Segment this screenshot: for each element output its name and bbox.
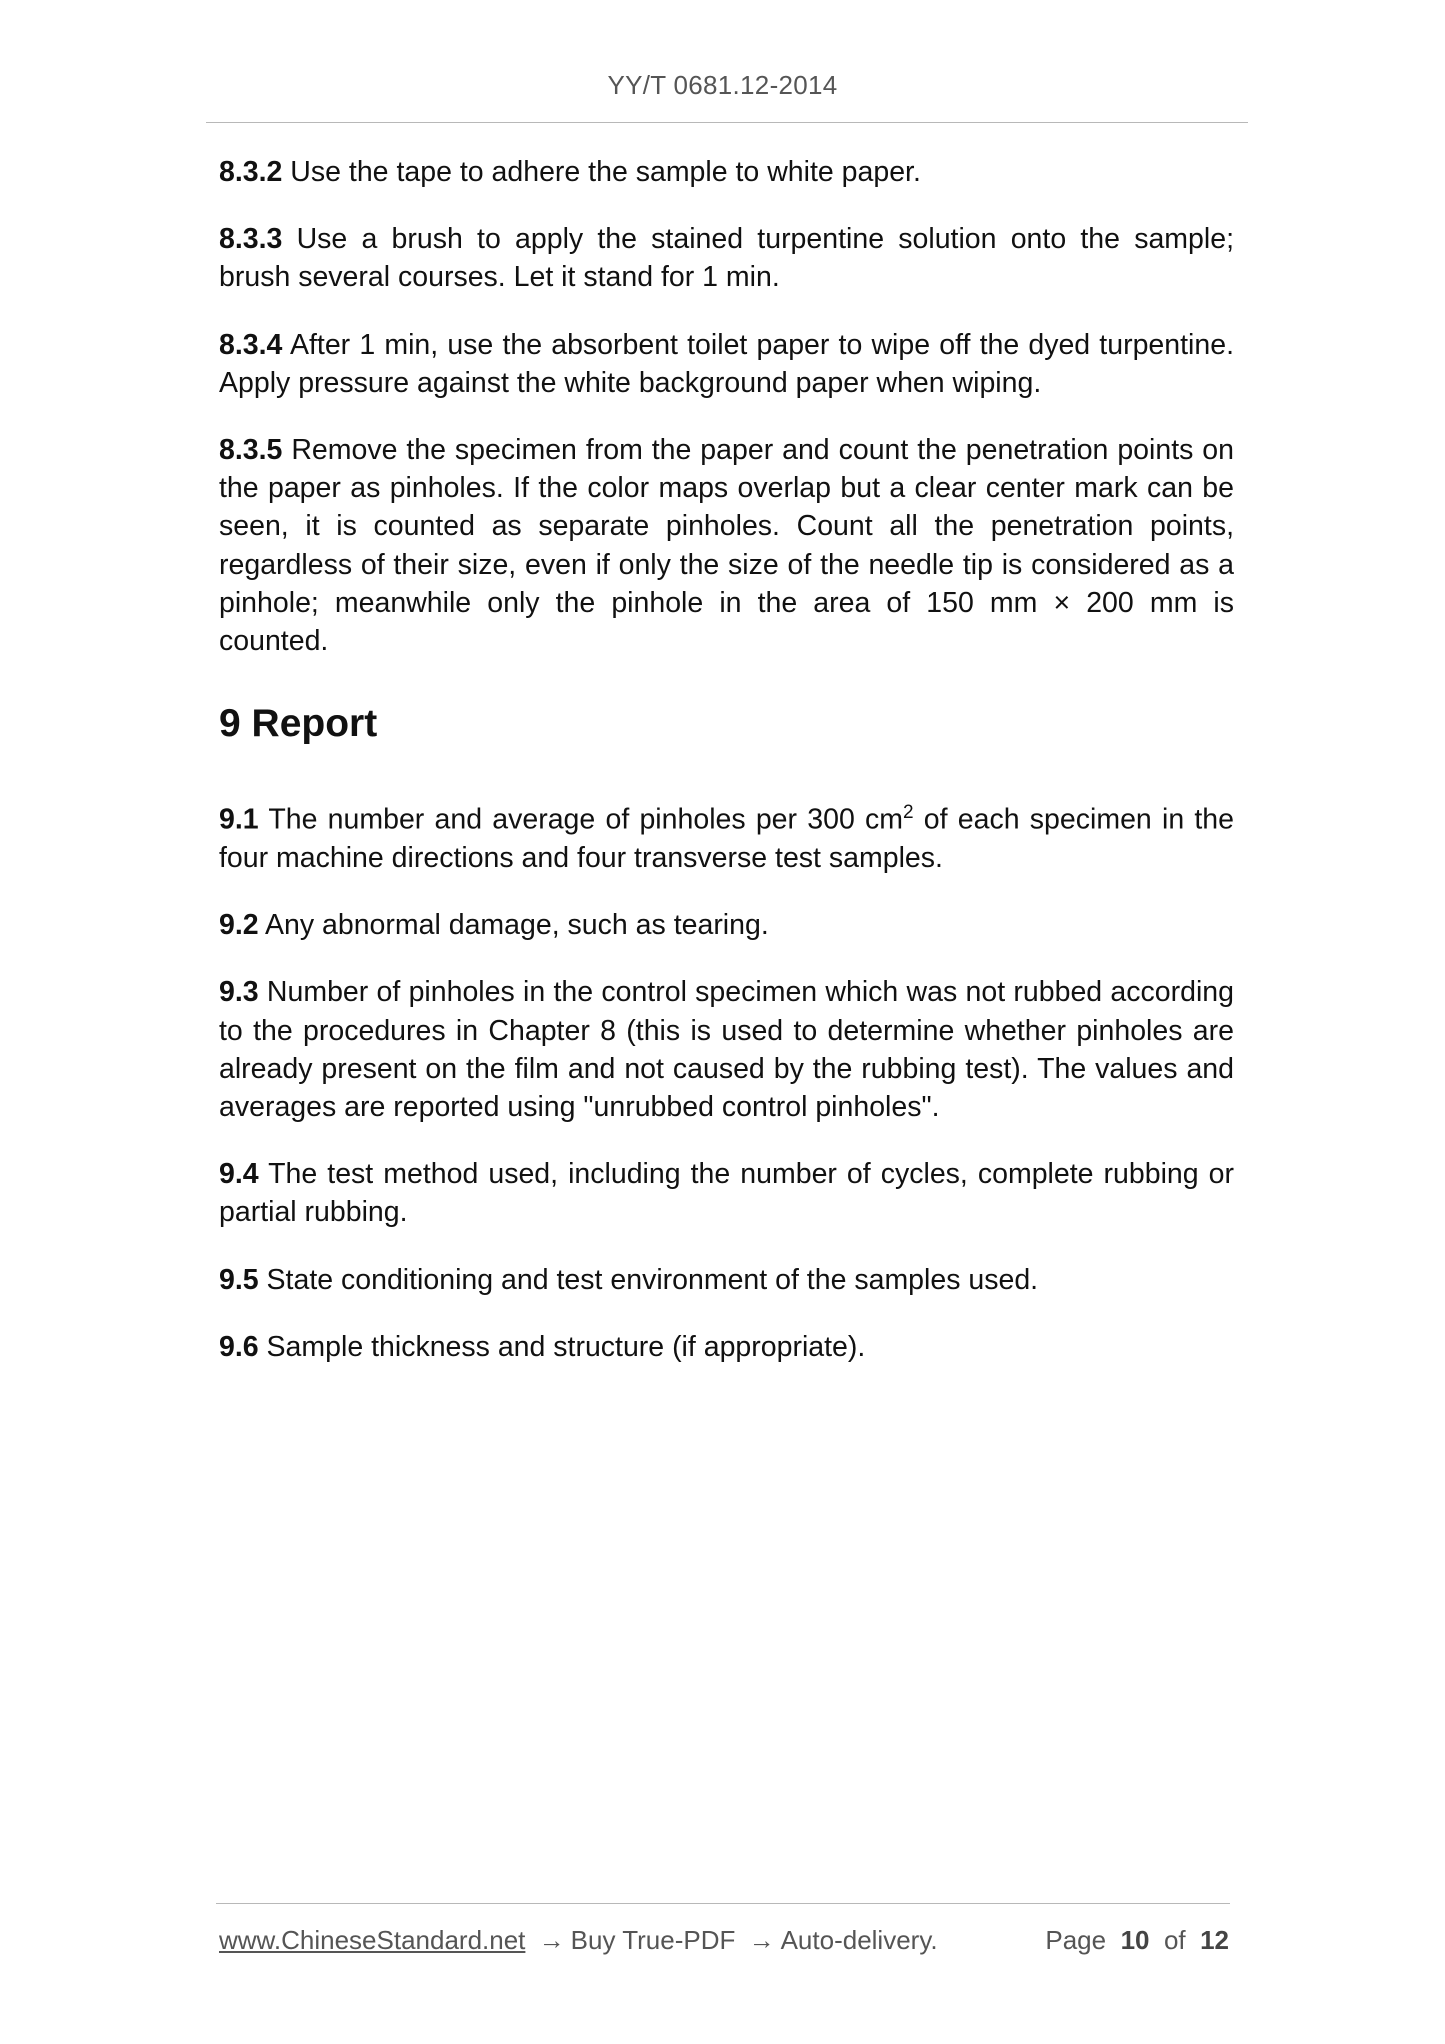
clause-number: 8.3.4 xyxy=(219,328,283,361)
clause-8-3-3 xyxy=(219,220,1234,296)
page-total: 12 xyxy=(1200,1925,1229,1955)
clause-text: The number and average of pinholes per 300 cm xyxy=(258,803,903,836)
buy-true-pdf-text: Buy True-PDF xyxy=(570,1925,736,1955)
page-current: 10 xyxy=(1120,1925,1150,1955)
page-label: Page xyxy=(1045,1925,1107,1955)
clause-8-3-5 xyxy=(219,431,1234,660)
website-link[interactable]: www.ChineseStandard.net xyxy=(219,1925,526,1955)
clause-number: 9.3 xyxy=(219,976,259,1009)
clause-text: Use a brush to apply the stained turpentine solution onto the sample; brush several courses. Let it stand for 1 min. xyxy=(219,223,1234,294)
clause-text: The test method used, including the number of cycles, complete rubbing or partial rubbing. xyxy=(219,1158,1234,1229)
clause-9-3 xyxy=(219,973,1234,1126)
clause-number: 9.5 xyxy=(219,1263,259,1296)
auto-delivery-text: Auto-delivery. xyxy=(780,1925,938,1955)
clause-9-1 xyxy=(219,794,1234,877)
clause-9-4 xyxy=(219,1155,1234,1231)
clause-text: State conditioning and test environment of the samples used. xyxy=(258,1263,1039,1296)
clause-number: 8.3.2 xyxy=(219,156,283,188)
clause-text: Remove the specimen from the paper and count the penetration points on the paper as pinholes. If the color maps overlap but a clear center mark can be seen, it is counted as separate pinholes. Count all the penetration points, regardless of their size, even if only the size of the needle tip is considered as a pinhole; meanwhile only the pinhole in the area of 150 mm × 200 mm is counted. xyxy=(219,434,1234,658)
arrow-right-icon: → xyxy=(538,1925,565,1955)
clause-number: 9.1 xyxy=(219,803,259,836)
header-divider xyxy=(206,122,1248,123)
section-heading: 9 Report xyxy=(219,702,378,746)
clause-number: 9.4 xyxy=(219,1158,259,1191)
clause-9-5 xyxy=(219,1261,1234,1299)
clause-8-3-4 xyxy=(219,326,1234,402)
clause-text: Any abnormal damage, such as tearing. xyxy=(258,909,769,942)
clause-number: 8.3.3 xyxy=(219,223,283,256)
page-content xyxy=(219,153,1234,1395)
page-indicator xyxy=(1045,1923,1229,1957)
clause-8-3-2 xyxy=(219,153,1234,191)
clause-9-2 xyxy=(219,906,1234,944)
clause-number: 9.6 xyxy=(219,1330,259,1363)
clause-number: 9.2 xyxy=(219,909,259,942)
footer-divider xyxy=(216,1903,1230,1904)
clause-text: After 1 min, use the absorbent toilet paper to wipe off the dyed turpentine. Apply pressure against the white background paper when wiping. xyxy=(219,328,1234,399)
document-header: YY/T 0681.12-2014 xyxy=(607,70,838,100)
page-of-label: of xyxy=(1163,1925,1186,1955)
clause-text: Sample thickness and structure (if appropriate). xyxy=(258,1330,866,1363)
clause-number: 8.3.5 xyxy=(219,434,283,467)
clause-text: Use the tape to adhere the sample to white paper. xyxy=(282,156,921,188)
arrow-right-icon: → xyxy=(748,1925,775,1955)
page-footer xyxy=(219,1923,1229,1957)
clause-text-continued: of each specimen in the four machine directions and four transverse test samples. xyxy=(219,803,1234,874)
superscript: 2 xyxy=(903,802,914,824)
clause-text: Number of pinholes in the control specimen which was not rubbed according to the procedures in Chapter 8 (this is used to determine whether pinholes are already present on the film and not caused by the rubbing test). The values and averages are reported using "unrubbed control pinholes". xyxy=(219,976,1234,1123)
clause-9-6 xyxy=(219,1328,1234,1366)
